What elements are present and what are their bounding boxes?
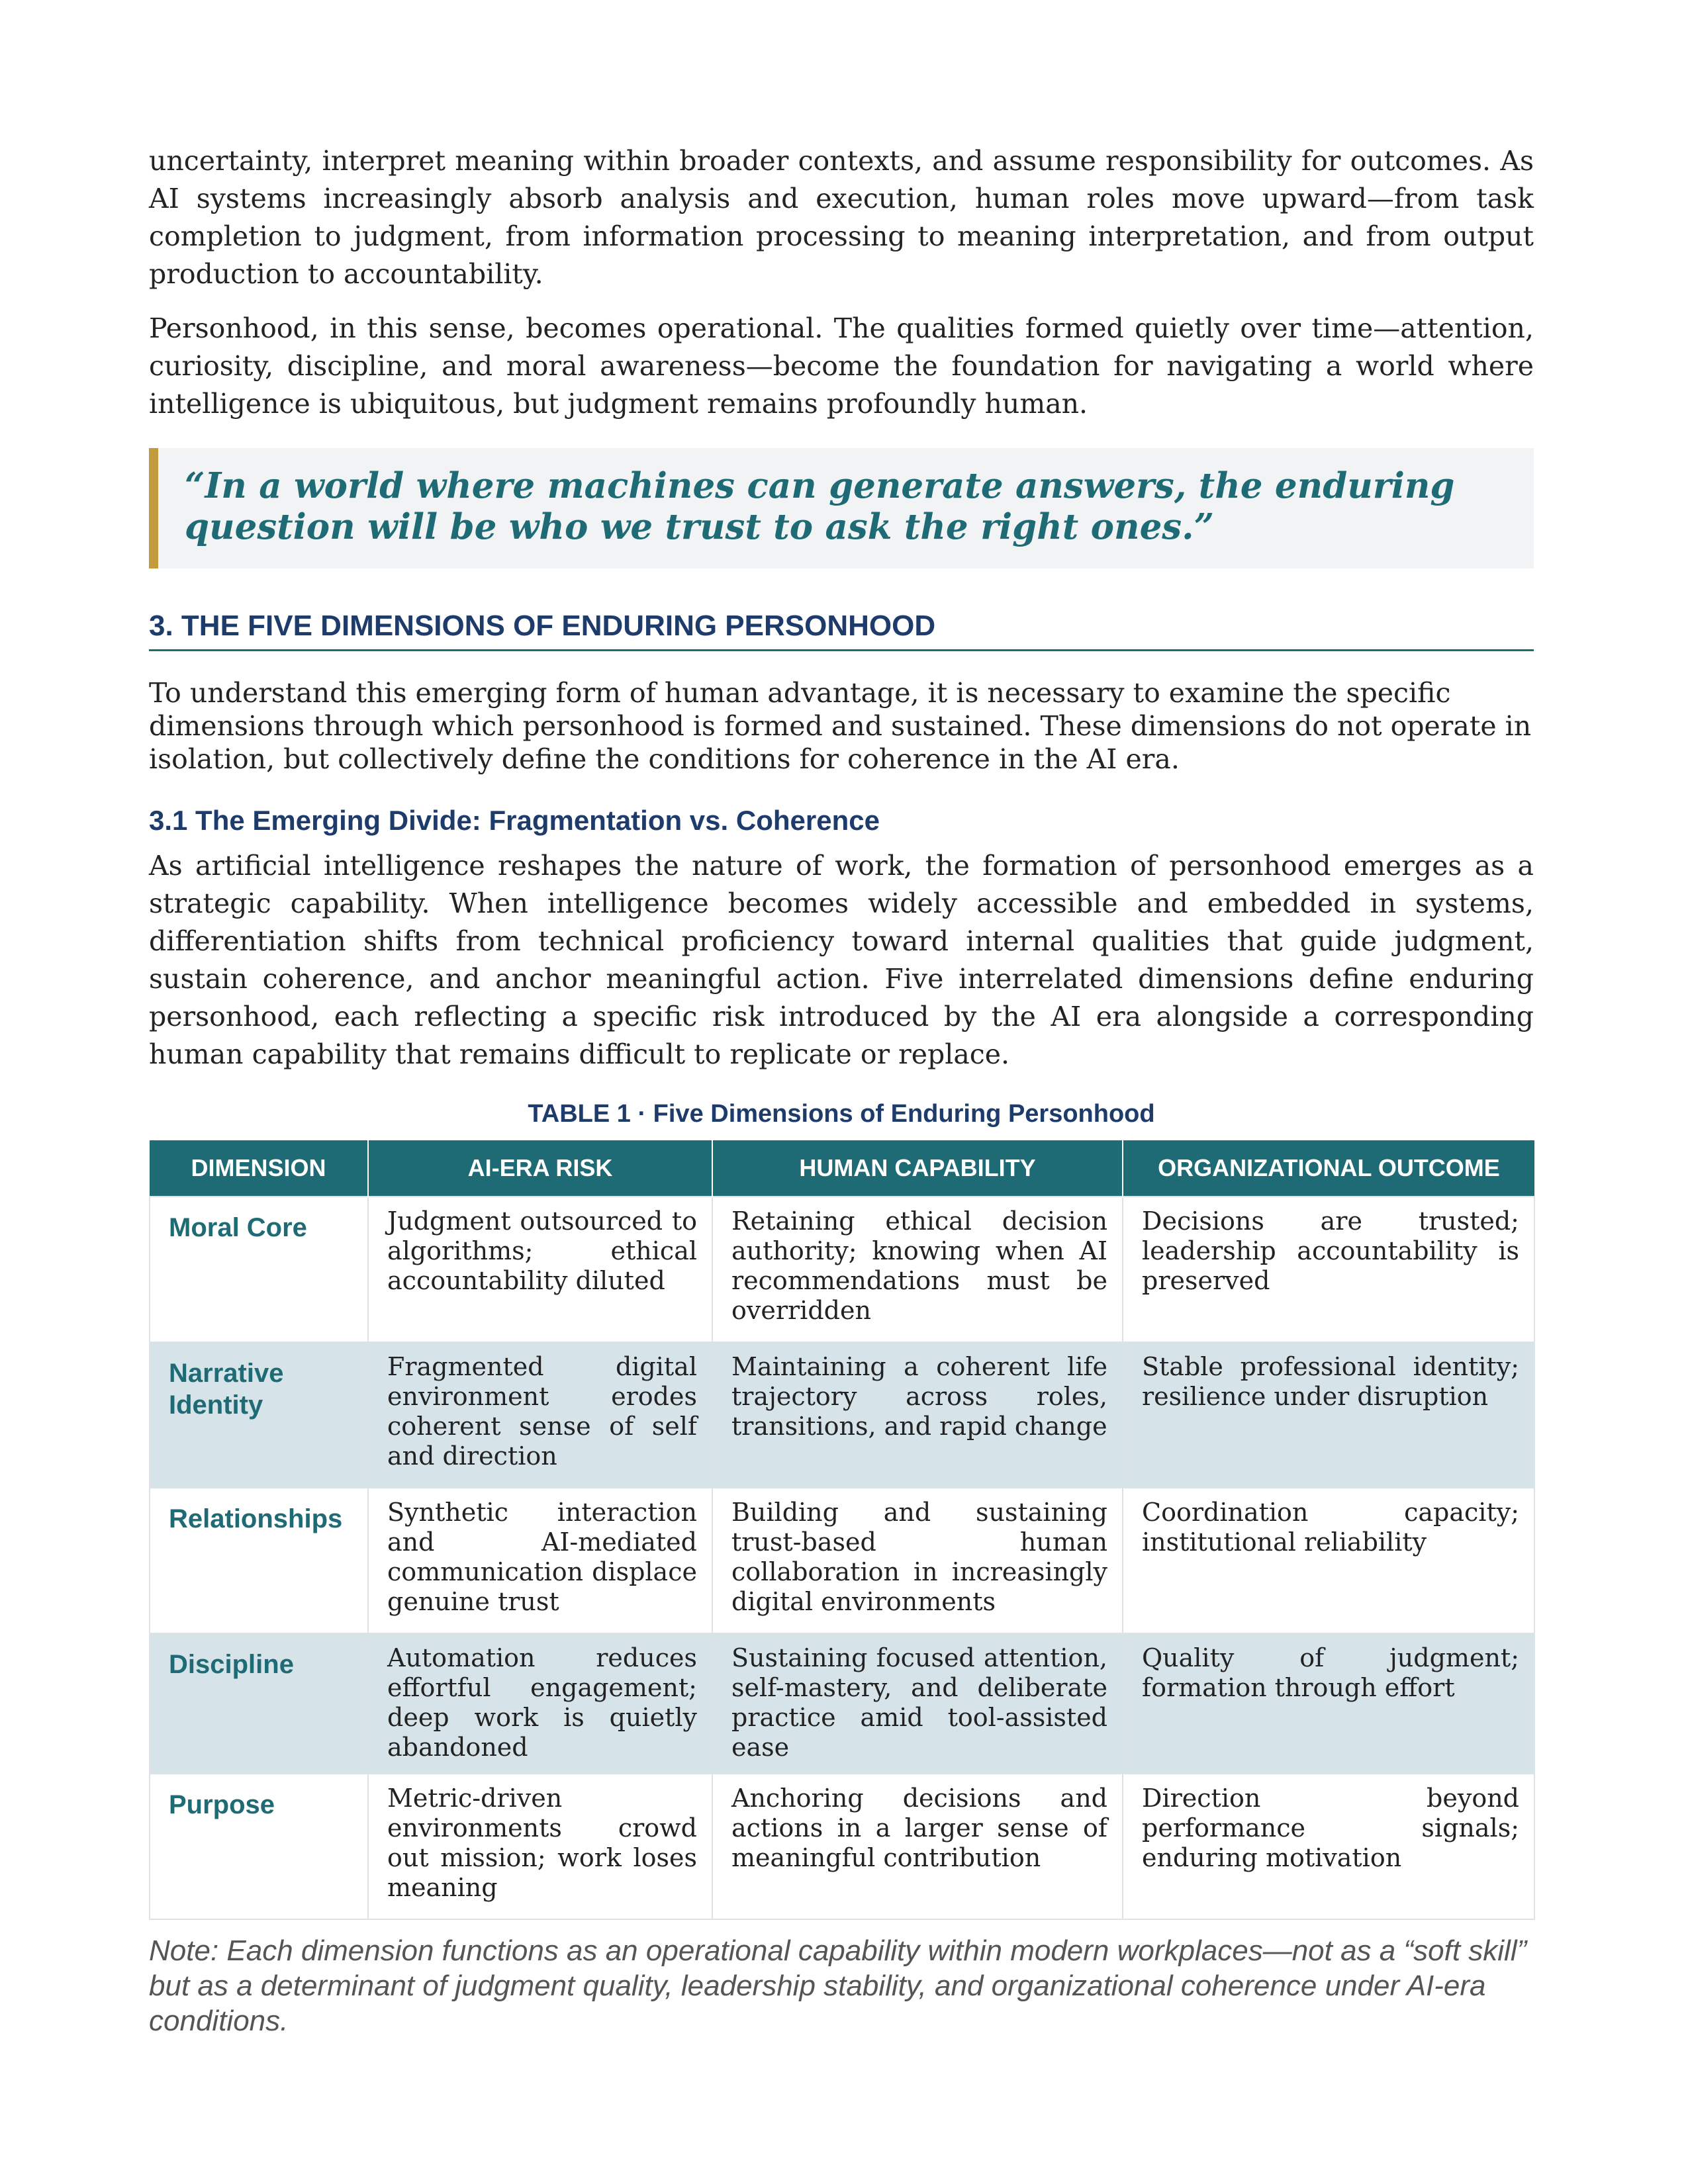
table-note: Note: Each dimension functions as an operational capability within modern workplaces—not as a “soft skill” but as a determinant of judgment quality, leadership stability, and organizational coherence under AI-era conditions. bbox=[149, 1934, 1527, 2037]
outcome-cell: Quality of judgment; formation through effort bbox=[1123, 1633, 1534, 1774]
section-intro: To understand this emerging form of human advantage, it is necessary to examine the specific dimensions through which personhood is formed and sustained. These dimensions do not operate in isolation, but collectively define the conditions for coherence in the AI era. bbox=[149, 677, 1532, 775]
table-row bbox=[150, 1197, 1534, 1342]
table-header-cell: DIMENSION bbox=[150, 1140, 368, 1197]
dimension-cell: Narrative Identity bbox=[150, 1342, 368, 1488]
risk-cell: Metric-driven environments crowd out mission; work loses meaning bbox=[368, 1774, 712, 1919]
table-header-row bbox=[150, 1140, 1534, 1197]
body-paragraph: Personhood, in this sense, becomes operational. The qualities formed quietly over time—attention, curiosity, discipline, and moral awareness—become the foundation for navigating a world where intelligence is ubiquitous, but judgment remains profoundly human. bbox=[149, 312, 1534, 420]
section-heading: 3. THE FIVE DIMENSIONS OF ENDURING PERSONHOOD bbox=[149, 610, 1534, 651]
capability-cell: Anchoring decisions and actions in a larger sense of meaningful contribution bbox=[712, 1774, 1123, 1919]
table-header-cell: ORGANIZATIONAL OUTCOME bbox=[1123, 1140, 1534, 1197]
capability-cell: Sustaining focused attention, self-mastery, and deliberate practice amid tool-assisted ease bbox=[712, 1633, 1123, 1774]
table-caption: TABLE 1 · Five Dimensions of Enduring Personhood bbox=[528, 1100, 1155, 1128]
pull-quote-text: “In a world where machines can generate answers, the enduring question will be who we trust to ask the right ones.” bbox=[185, 465, 1455, 547]
page-content bbox=[149, 142, 1534, 2038]
table-row bbox=[150, 1774, 1534, 1919]
dimensions-table bbox=[149, 1140, 1535, 1920]
dimension-cell: Discipline bbox=[150, 1633, 368, 1774]
table-row bbox=[150, 1488, 1534, 1633]
risk-cell: Judgment outsourced to algorithms; ethical accountability diluted bbox=[368, 1197, 712, 1342]
risk-cell: Synthetic interaction and AI-mediated communication displace genuine trust bbox=[368, 1488, 712, 1633]
subsection-heading: 3.1 The Emerging Divide: Fragmentation vs. Coherence bbox=[149, 805, 880, 836]
pull-quote bbox=[149, 448, 1534, 569]
risk-cell: Automation reduces effortful engagement; deep work is quietly abandoned bbox=[368, 1633, 712, 1774]
capability-cell: Building and sustaining trust-based human collaboration in increasingly digital environments bbox=[712, 1488, 1123, 1633]
capability-cell: Maintaining a coherent life trajectory across roles, transitions, and rapid change bbox=[712, 1342, 1123, 1488]
outcome-cell: Stable professional identity; resilience under disruption bbox=[1123, 1342, 1534, 1488]
table-row bbox=[150, 1342, 1534, 1488]
dimension-cell: Moral Core bbox=[150, 1197, 368, 1342]
table-row bbox=[150, 1633, 1534, 1774]
risk-cell: Fragmented digital environment erodes coherent sense of self and direction bbox=[368, 1342, 712, 1488]
dimension-cell: Relationships bbox=[150, 1488, 368, 1633]
outcome-cell: Direction beyond performance signals; enduring motivation bbox=[1123, 1774, 1534, 1919]
capability-cell: Retaining ethical decision authority; knowing when AI recommendations must be overridden bbox=[712, 1197, 1123, 1342]
outcome-cell: Coordination capacity; institutional reliability bbox=[1123, 1488, 1534, 1633]
table-header-cell: HUMAN CAPABILITY bbox=[712, 1140, 1123, 1197]
table-header-cell: AI-ERA RISK bbox=[368, 1140, 712, 1197]
dimension-cell: Purpose bbox=[150, 1774, 368, 1919]
body-paragraph: uncertainty, interpret meaning within broader contexts, and assume responsibility for outcomes. As AI systems increasingly absorb analysis and execution, human roles move upward—from task completion to judgment, from information processing to meaning interpretation, and from output production to accountability. bbox=[149, 145, 1534, 290]
outcome-cell: Decisions are trusted; leadership accountability is preserved bbox=[1123, 1197, 1534, 1342]
subsection-body: As artificial intelligence reshapes the nature of work, the formation of personhood emerges as a strategic capability. When intelligence becomes widely accessible and embedded in systems, differentiation shifts from technical proficiency toward internal qualities that guide judgment, sustain coherence, and anchor meaningful action. Five interrelated dimensions define enduring personhood, each reflecting a specific risk introduced by the AI era alongside a corresponding human capability that remains difficult to replicate or replace. bbox=[149, 850, 1534, 1070]
